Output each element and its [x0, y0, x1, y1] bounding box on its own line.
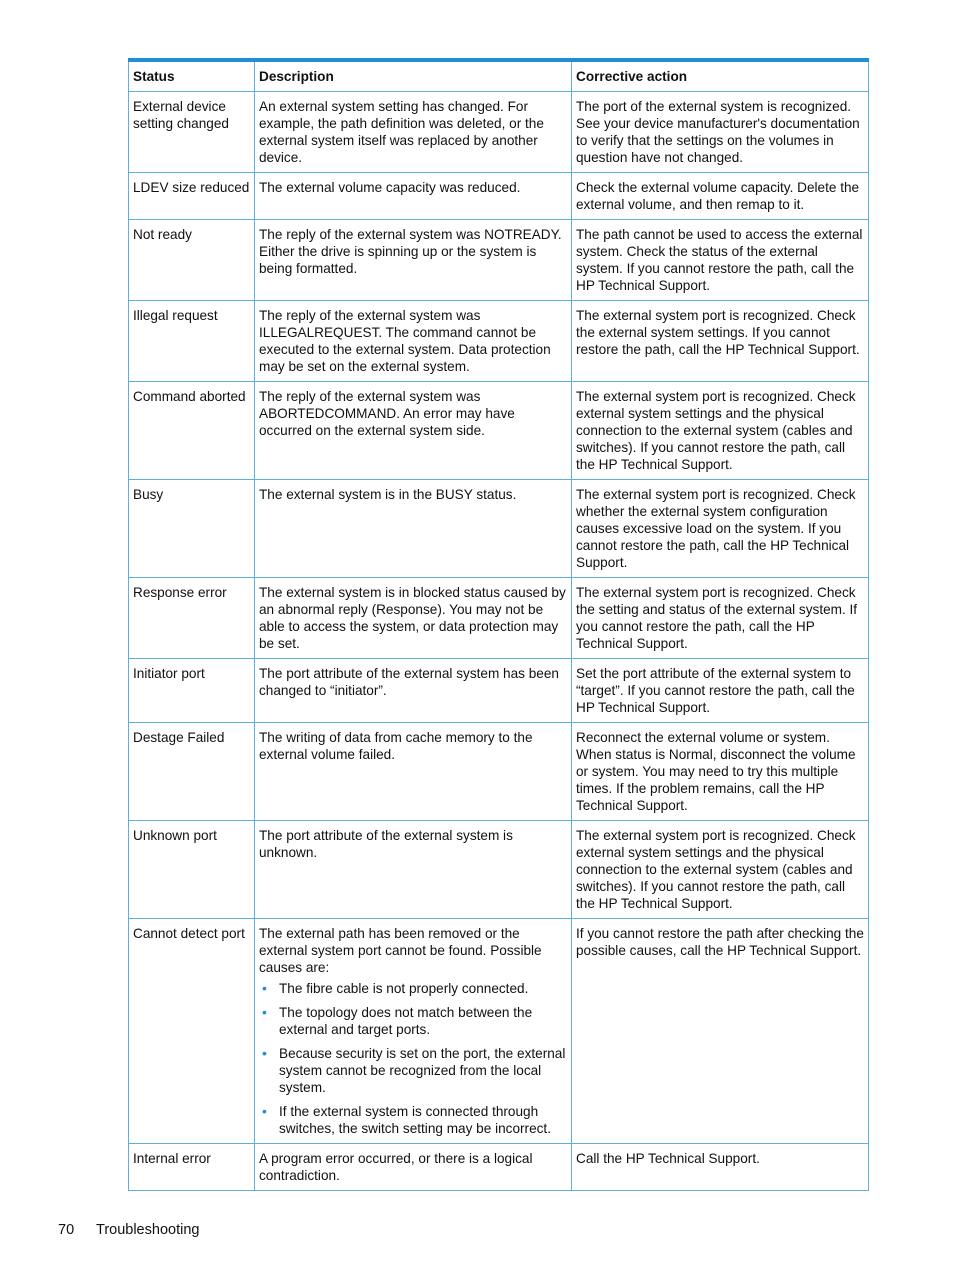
corrective-action-cell: Set the port attribute of the external system to “target”. If you cannot restore the path, call the HP Technical Support. — [572, 659, 869, 723]
status-cell: Busy — [129, 480, 255, 578]
description-text: The external path has been removed or the external system port cannot be found. Possible causes are: — [259, 926, 542, 975]
corrective-action-cell: Reconnect the external volume or system. When status is Normal, disconnect the volume or system. You may need to try this multiple times. If the problem remains, call the HP Technical Support. — [572, 723, 869, 821]
status-cell: Cannot detect port — [129, 919, 255, 1144]
bullet-icon: • — [262, 980, 267, 996]
description-cell: The port attribute of the external system has been changed to “initiator”. — [255, 659, 572, 723]
description-cell: The external system is in the BUSY status. — [255, 480, 572, 578]
table-row — [129, 92, 869, 173]
status-cell: Response error — [129, 578, 255, 659]
list-item — [262, 1045, 567, 1096]
description-cell: The external system is in blocked status caused by an abnormal reply (Response). You may not be able to access the system, or data protection may be set. — [255, 578, 572, 659]
bullet-icon: • — [262, 1004, 267, 1020]
description-cell: The writing of data from cache memory to the external volume failed. — [255, 723, 572, 821]
corrective-action-cell: The path cannot be used to access the external system. Check the status of the external system. If you cannot restore the path, call the HP Technical Support. — [572, 220, 869, 301]
table-row — [129, 723, 869, 821]
bullet-icon: • — [262, 1045, 267, 1061]
description-cell: The port attribute of the external system is unknown. — [255, 821, 572, 919]
corrective-action-cell: The external system port is recognized. Check external system settings and the physical connection to the external system (cables and switches). If you cannot restore the path, call the HP Technical Support. — [572, 821, 869, 919]
table-row — [129, 480, 869, 578]
corrective-action-cell: Check the external volume capacity. Delete the external volume, and then remap to it. — [572, 173, 869, 220]
list-item-text: Because security is set on the port, the external system cannot be recognized from the local system. — [279, 1046, 566, 1095]
list-item — [262, 980, 567, 997]
list-item-text: The topology does not match between the external and target ports. — [279, 1005, 533, 1037]
list-item — [262, 1103, 567, 1137]
corrective-action-cell: The external system port is recognized. Check the external system settings. If you cannot restore the path, call the HP Technical Support. — [572, 301, 869, 382]
status-cell: External device setting changed — [129, 92, 255, 173]
status-cell: Unknown port — [129, 821, 255, 919]
possible-causes-list — [259, 980, 567, 1137]
table-row — [129, 382, 869, 480]
troubleshooting-table-container — [128, 58, 868, 1191]
list-item-text: If the external system is connected through switches, the switch setting may be incorrect. — [279, 1104, 551, 1136]
corrective-action-cell: The port of the external system is recognized. See your device manufacturer's documentation to verify that the settings on the volumes in question have not changed. — [572, 92, 869, 173]
corrective-action-cell: The external system port is recognized. Check external system settings and the physical connection to the external system (cables and switches). If you cannot restore the path, call the HP Technical Support. — [572, 382, 869, 480]
description-cell: The reply of the external system was ABORTEDCOMMAND. An error may have occurred on the external system side. — [255, 382, 572, 480]
list-item-text: The fibre cable is not properly connected. — [279, 981, 529, 996]
status-cell: Destage Failed — [129, 723, 255, 821]
description-cell: The reply of the external system was ILLEGALREQUEST. The command cannot be executed to the external system. Data protection may be set on the external system. — [255, 301, 572, 382]
status-cell: LDEV size reduced — [129, 173, 255, 220]
table-row — [129, 220, 869, 301]
corrective-action-cell: The external system port is recognized. Check whether the external system configuration causes excessive load on the system. If you cannot restore the path, call the HP Technical Support. — [572, 480, 869, 578]
bullet-icon: • — [262, 1103, 267, 1119]
table-row — [129, 659, 869, 723]
table-header-row — [129, 60, 869, 92]
description-cell — [255, 919, 572, 1144]
status-cell: Illegal request — [129, 301, 255, 382]
status-cell: Internal error — [129, 1144, 255, 1191]
page-number: 70 — [58, 1222, 75, 1238]
status-cell: Command aborted — [129, 382, 255, 480]
path-status-table — [128, 58, 869, 1191]
footer-section-title: Troubleshooting — [96, 1222, 200, 1238]
table-row — [129, 1144, 869, 1191]
table-row — [129, 578, 869, 659]
corrective-action-cell: Call the HP Technical Support. — [572, 1144, 869, 1191]
table-row — [129, 173, 869, 220]
table-row — [129, 919, 869, 1144]
status-cell: Not ready — [129, 220, 255, 301]
corrective-action-cell: The external system port is recognized. Check the setting and status of the external system. If you cannot restore the path, call the HP Technical Support. — [572, 578, 869, 659]
column-header-status: Status — [129, 60, 255, 92]
description-cell: An external system setting has changed. For example, the path definition was deleted, or the external system itself was replaced by another device. — [255, 92, 572, 173]
corrective-action-cell: If you cannot restore the path after checking the possible causes, call the HP Technical Support. — [572, 919, 869, 1144]
status-cell: Initiator port — [129, 659, 255, 723]
description-cell: The external volume capacity was reduced. — [255, 173, 572, 220]
table-row — [129, 301, 869, 382]
page-footer — [58, 1222, 199, 1238]
list-item — [262, 1004, 567, 1038]
table-row — [129, 821, 869, 919]
column-header-corrective-action: Corrective action — [572, 60, 869, 92]
description-cell: A program error occurred, or there is a logical contradiction. — [255, 1144, 572, 1191]
column-header-description: Description — [255, 60, 572, 92]
description-cell: The reply of the external system was NOTREADY. Either the drive is spinning up or the system is being formatted. — [255, 220, 572, 301]
